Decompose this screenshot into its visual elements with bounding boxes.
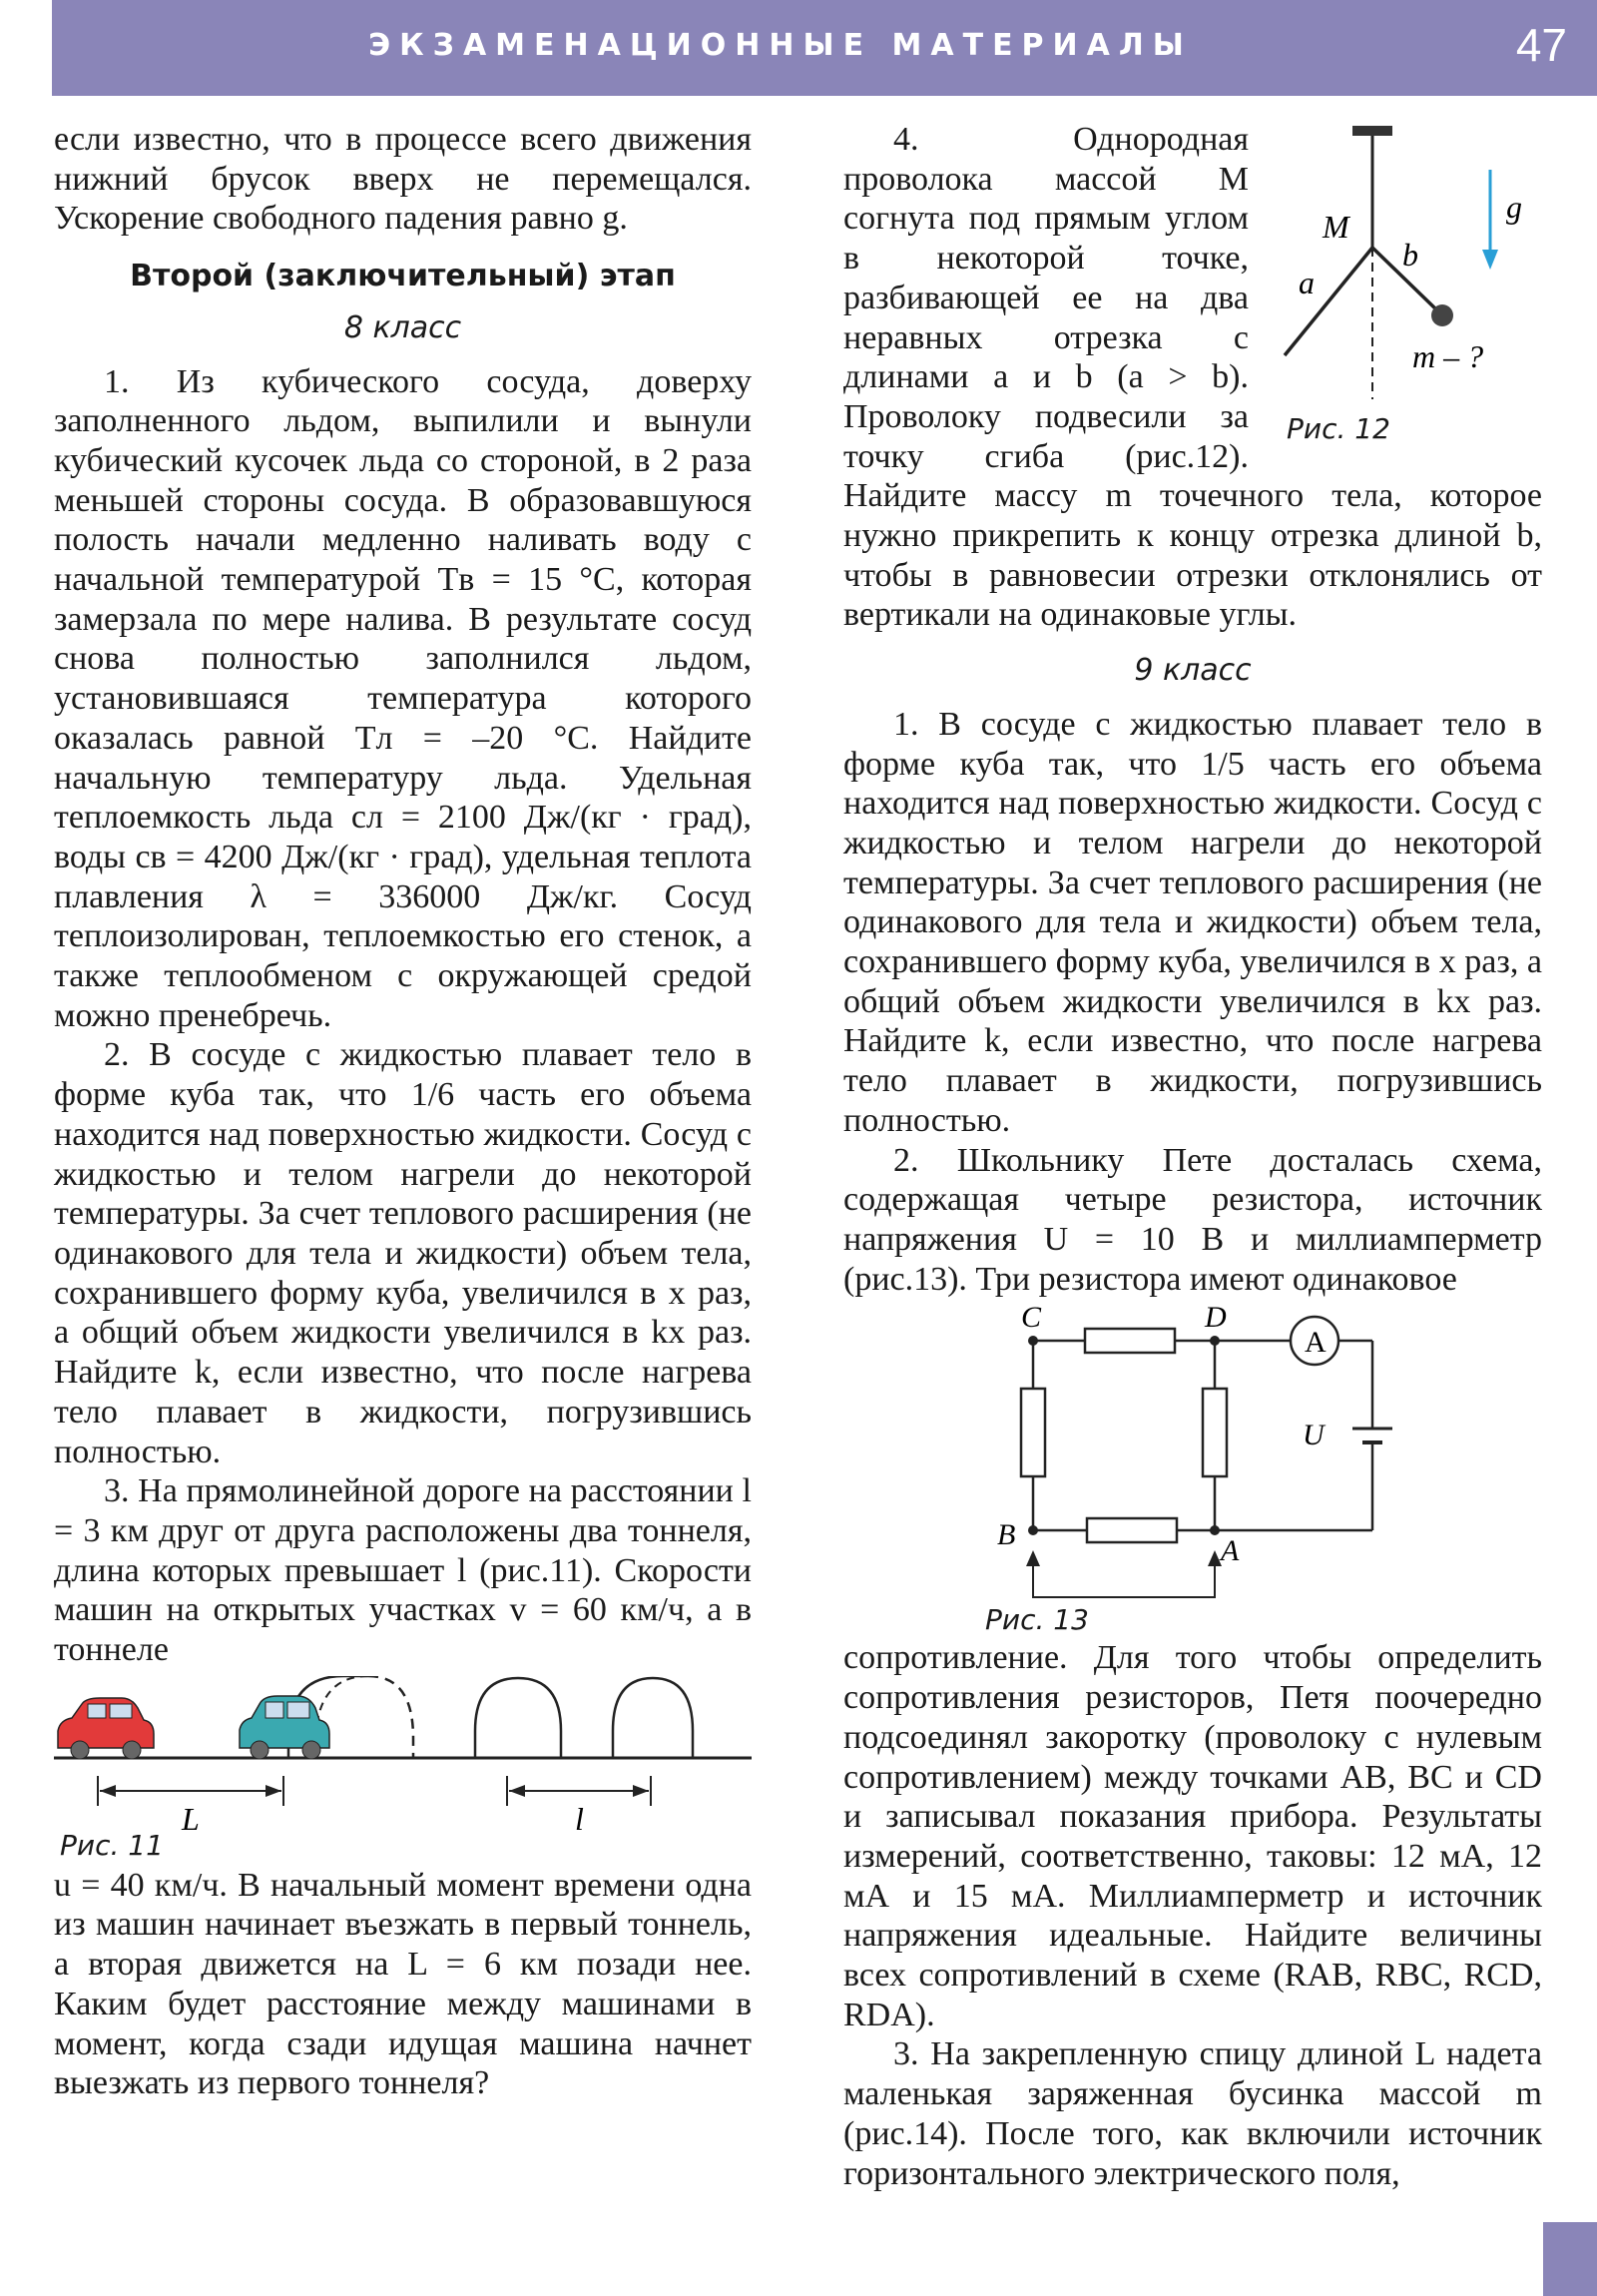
fig13-meter-icon: A	[1305, 1326, 1327, 1360]
fig12-g: g	[1506, 189, 1522, 225]
running-header	[52, 0, 1597, 96]
fig13-C: C	[1021, 1301, 1042, 1335]
problem-9-3: 3. На закрепленную спицу длиной L надета маленькая заряженная бусинка массой m (рис.14). После того, как включили источник горизонтального электрического поля,	[843, 2035, 1542, 2192]
problem-9-2-end: сопротивление. Для того чтобы определить сопротивления резисторов, Петя поочередно подсоединял закоротку (проволоку с нулевым сопротивлением) между точками AB, BC и CD и записывал показания прибора. Результаты измерений, соответственно, таковы: 12 мА, 12 мА и 15 мА. Миллиамперметр и источник напряжения идеальные. Найдите величины всех сопротивлений в схеме (RAB, RBC, RCD, RDA).	[843, 1639, 1542, 2033]
corner-tab	[1543, 2222, 1597, 2296]
red-car-icon	[58, 1698, 154, 1759]
header-title: ЭКЗАМЕНАЦИОННЫЕ МАТЕРИАЛЫ	[368, 28, 1193, 63]
problem-8-3-end: u = 40 км/ч. В начальный момент времени одна из машин начинает въезжать в первый тоннель, а вторая движется на L = 6 км позади нее. Каким будет расстояние между машинами в момент, когда сзади идущая машина начнет выезжать из первого тоннеля?	[54, 1866, 752, 2102]
fig11-caption: Рис. 11	[60, 1828, 164, 1862]
fig12-m: m – ?	[1412, 338, 1484, 374]
figure-11-drawing	[54, 1676, 752, 1836]
intro-text: если известно, что в процессе всего движения нижний брусок вверх не перемещался. Ускорение свободного падения равно g.	[54, 121, 752, 238]
problem-8-3-start: 3. На прямолинейной дороге на расстоянии l = 3 км друг от друга расположены два тоннеля, длина которых превышает l (рис.11). Скорости машин на открытых участках v = 60 км/ч, а в тоннеле	[54, 1472, 752, 1669]
problem-9-1: 1. В сосуде с жидкостью плавает тело в форме куба так, что 1/5 часть его объема находится над поверхностью жидкости. Сосуд с жидкостью и телом нагрели до некоторой температуры. За счет теплового расширения (не одинакового для тела и жидкости) объем тела, сохранившего форму куба, увеличился в x раз, а общий объем жидкости увеличился в kx раз. Найдите k, если известно, что после нагрева тело плавает в жидкости, погрузившись полностью.	[843, 705, 1542, 1139]
figure-11	[54, 1676, 752, 1866]
fig12-a: a	[1299, 265, 1315, 300]
problem-8-4: 4. Однородная проволока массой M согнута под прямым углом в некоторой точке, разбивающей ее на два неравных отрезка с длинами a и b (a > b). Проволоку подвесили за точку сгиба (рис.12). Найдите массу m точечного тела, которое нужно прикрепить к концу отрезка длиной b, чтобы в равновесии отрезки отклонялись от вертикали на одинаковые углы.	[843, 121, 1542, 634]
fig12-caption: Рис. 12	[1287, 412, 1390, 445]
problem-8-2: 2. В сосуде с жидкостью плавает тело в форме куба так, что 1/6 часть его объема находится над поверхностью жидкости. Сосуд с жидкостью и телом нагрели до некоторой температуры. За счет теплового расширения (не одинакового для тела и жидкости) объем тела, сохранившего форму куба, увеличился в x раз, а общий объем жидкости увеличился в kx раз. Найдите k, если известно, что после нагрева тело плавает в жидкости, погрузившись полностью.	[54, 1036, 752, 1470]
section-title: Второй (заключительный) этап	[130, 259, 676, 294]
fig13-U: U	[1303, 1419, 1325, 1452]
page-number: 47	[1515, 19, 1567, 71]
problem-4-block	[843, 120, 1542, 635]
fig12-b: b	[1402, 237, 1418, 273]
figure-12	[1263, 120, 1542, 459]
fig11-label-L: L	[182, 1800, 200, 1836]
fig11-label-l: l	[575, 1800, 584, 1836]
problem-8-1: 1. Из кубического сосуда, доверху заполненного льдом, выпилили и вынули кубический кусочек льда со стороной, в 2 раза меньшей стороны сосуда. В образовавшуюся полость начали медленно наливать воду с начальной температурой Tв = 15 °C, которая замерзала по мере налива. В результате сосуд снова полностью заполнился льдом, установившаяся температура которого оказалась равной Tл = –20 °C. Найдите начальную температуру льда. Удельная теплоемкость льда cл = 2100 Дж/(кг · град), воды cв = 4200 Дж/(кг · град), удельная теплота плавления λ = 336000 Дж/кг. Сосуд теплоизолирован, теплоемкостью его стенок, а также теплообменом с окружающей средой можно пренебречь.	[54, 362, 752, 1034]
problem-9-2-start: 2. Школьнику Пете досталась схема, содержащая четыре резистора, источник напряжения U = 10 В и миллиамперметр (рис.13). Три резистора имеют одинаковое	[843, 1141, 1542, 1298]
fig13-A: A	[1221, 1534, 1240, 1568]
right-column	[843, 120, 1542, 2193]
fig13-B: B	[997, 1518, 1016, 1552]
fig12-M: M	[1323, 209, 1349, 245]
figure-12-drawing	[1263, 120, 1542, 419]
class-8-heading: 8 класс	[343, 309, 462, 345]
left-column	[54, 120, 752, 2103]
teal-car-icon	[240, 1696, 329, 1759]
figure-13	[843, 1299, 1542, 1638]
fig13-D: D	[1205, 1301, 1227, 1335]
fig13-caption: Рис. 13	[985, 1603, 1089, 1637]
figure-13-drawing	[843, 1299, 1542, 1598]
class-9-heading: 9 класс	[1134, 653, 1252, 689]
